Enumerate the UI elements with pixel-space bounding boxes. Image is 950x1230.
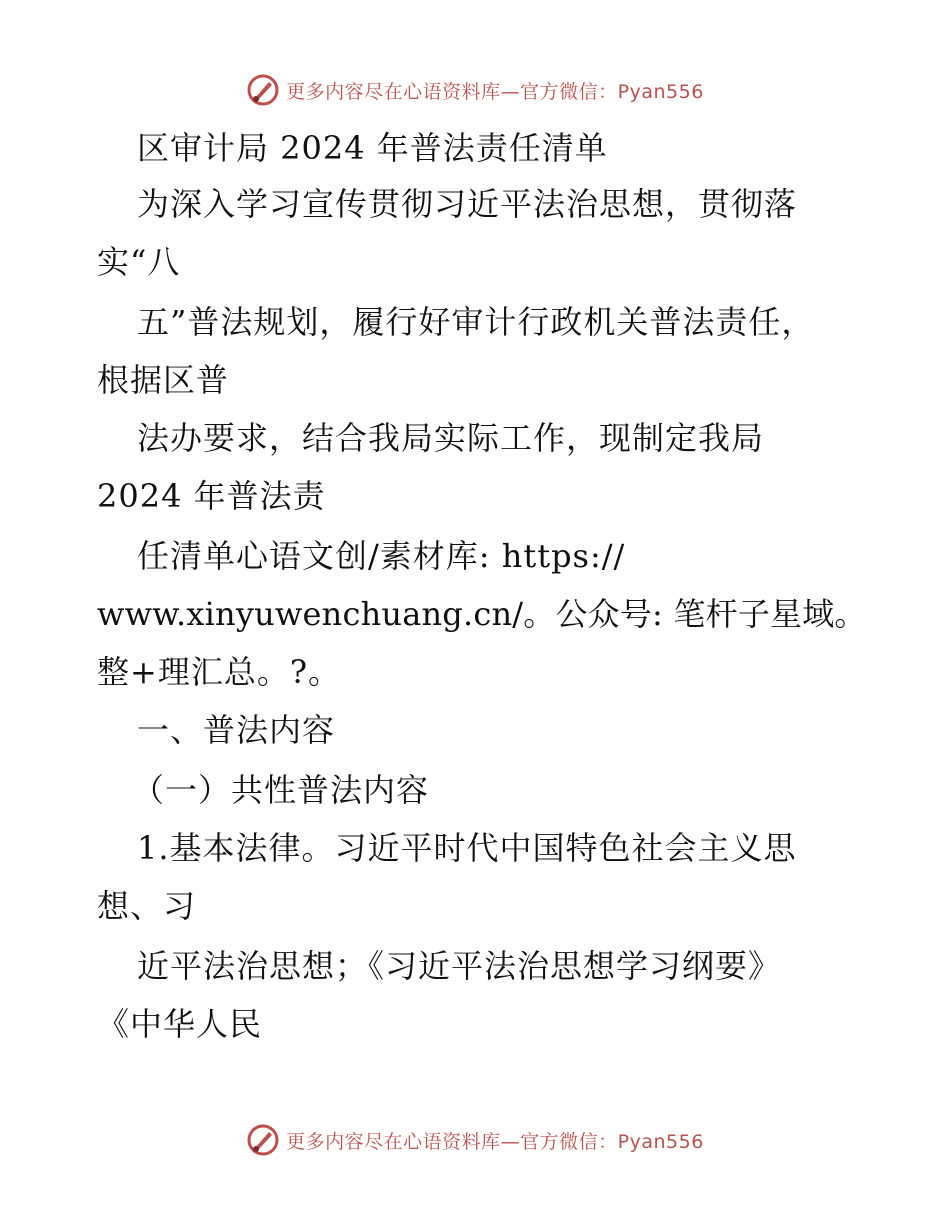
subsection-heading: （一）共性普法内容 <box>132 771 430 809</box>
paragraph-line: 根据区普 <box>97 361 230 399</box>
paragraph-line: 2024 年普法责 <box>97 477 326 515</box>
paragraph-line: 想、习 <box>97 887 197 925</box>
paragraph-line: 实“八 <box>97 243 181 281</box>
brush-logo-icon <box>246 73 280 107</box>
document-title: 区审计局 2024 年普法责任清单 <box>137 129 608 167</box>
paragraph-line: 《中华人民 <box>97 1005 263 1043</box>
footer-banner-text: 更多内容尽在心语资料库—官方微信：Pyan556 <box>286 1130 704 1153</box>
brush-logo-icon <box>246 1123 280 1157</box>
paragraph-line: 为深入学习宣传贯彻习近平法治思想，贯彻落 <box>137 185 798 223</box>
paragraph-line: 五”普法规划，履行好审计行政机关普法责任， <box>137 303 815 341</box>
paragraph-line: 任清单心语文创/素材库: https:// <box>137 537 626 575</box>
header-banner-text: 更多内容尽在心语资料库—官方微信：Pyan556 <box>286 80 704 103</box>
paragraph-line: 整+理汇总。?。 <box>97 653 341 691</box>
paragraph-line: 1.基本法律。习近平时代中国特色社会主义思 <box>137 829 797 867</box>
header-banner <box>0 68 950 112</box>
paragraph-line: www.xinyuwenchuang.cn/。公众号: 笔杆子星域。 <box>97 595 867 633</box>
paragraph-line: 法办要求，结合我局实际工作，现制定我局 <box>137 419 765 457</box>
paragraph-line: 近平法治思想；《习近平法治思想学习纲要》 <box>137 947 782 985</box>
footer-banner <box>0 1118 950 1162</box>
section-heading: 一、普法内容 <box>137 711 336 749</box>
